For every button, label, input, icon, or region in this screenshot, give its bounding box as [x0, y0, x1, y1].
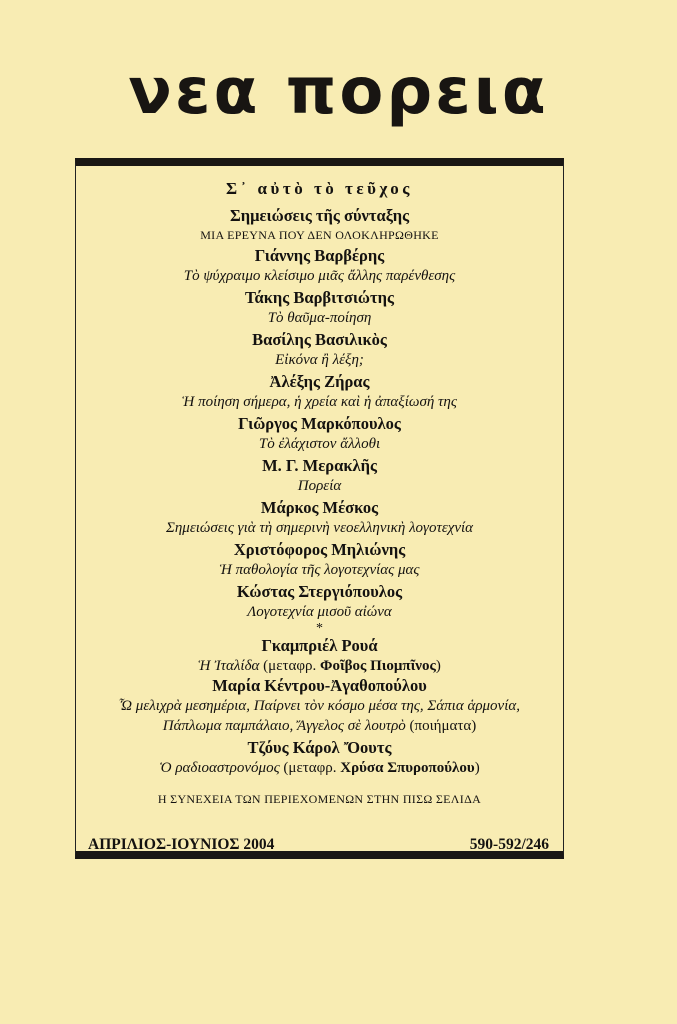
list-item: [76, 676, 563, 736]
entry-work: Λογοτεχνία μισοῦ αἰώνα: [247, 604, 392, 620]
list-item: [76, 372, 563, 412]
entry-work-continued: [76, 716, 563, 736]
entry-author: Γκαμπριέλ Ρουά: [261, 636, 378, 655]
entry-author: Χριστόφορος Μηλιώνης: [233, 540, 406, 559]
list-item: [76, 582, 563, 622]
entry-author: Γιάννης Βαρβέρης: [254, 246, 385, 265]
list-item: [76, 246, 563, 286]
contents-box: [75, 158, 564, 859]
entry-author: Τάκης Βαρβιτσιώτης: [245, 288, 394, 307]
entry-work: Ἡ ποίηση σήμερα, ἡ χρεία καὶ ἡ ἀπαξίωσή της: [182, 394, 457, 410]
entry-author: Σημειώσεις τῆς σύνταξης: [229, 206, 410, 225]
entry-subtitle: ΜΙΑ ΕΡΕΥΝΑ ΠΟΥ ΔΕΝ ΟΛΟΚΛΗΡΩΘΗΚΕ: [200, 228, 439, 242]
table-of-contents: [76, 178, 563, 778]
translation-note-prefix: (μεταφρ.: [263, 658, 317, 674]
list-item: [76, 636, 563, 676]
entry-author: Κώστας Στεργιόπουλος: [236, 582, 403, 601]
entry-author: Μ. Γ. Μερακλῆς: [262, 456, 377, 475]
entry-work: Πορεία: [297, 478, 342, 494]
entry-author: Τζόυς Κάρολ Ὄουτς: [247, 738, 392, 757]
translation-note-suffix: ): [435, 658, 441, 674]
issue-date: ΑΠΡΙΛΙΟΣ-ΙΟΥΝΙΟΣ 2004: [88, 836, 275, 853]
translator-name: Φοῖβος Πιομπῖνος: [320, 658, 436, 674]
entry-author: Μάρκος Μέσκος: [260, 498, 379, 517]
entry-work: Τὸ ψύχραιμο κλείσιμο μιᾶς ἄλλης παρένθεσης: [183, 268, 456, 284]
entry-work: [76, 758, 563, 778]
entry-author: Βασίλης Βασιλικὸς: [252, 330, 387, 349]
entry-author: Ἀλέξης Ζήρας: [269, 372, 370, 391]
list-item: [76, 738, 563, 778]
entry-work: Εἰκόνα ἢ λέξη;: [275, 352, 364, 368]
translation-note-suffix: ): [474, 760, 480, 776]
continuation-note: Η ΣΥΝΕΧΕΙΑ ΤΩΝ ΠΕΡΙΕΧΟΜΕΝΩΝ ΣΤΗΝ ΠΙΣΩ ΣΕΛΙΔΑ: [157, 792, 482, 806]
list-item: [76, 330, 563, 370]
editorial-entry: [76, 206, 563, 244]
issue-number: 590-592/246: [469, 836, 549, 853]
section-separator: *: [316, 621, 323, 636]
contents-heading: Σ᾽ αὐτὸ τὸ τεῦχος: [226, 179, 413, 198]
list-item: [76, 456, 563, 496]
work-note: (ποιήματα): [409, 718, 477, 734]
entry-work: [76, 656, 563, 676]
entry-author: Γιῶργος Μαρκόπουλος: [238, 414, 401, 433]
work-title: Ἡ Ἰταλίδα: [198, 658, 260, 674]
entry-work: Τὸ ἐλάχιστον ἄλλοθι: [258, 436, 381, 452]
list-item: [76, 414, 563, 454]
work-title: Ὁ ραδιοαστρονόμος: [159, 760, 280, 776]
entry-work: Σημειώσεις γιὰ τὴ σημερινὴ νεοελληνικὴ λογοτεχνία: [165, 520, 474, 536]
work-title: Πάπλωμα παμπάλαιο, Ἄγγελος σὲ λουτρὸ: [162, 718, 406, 734]
entry-work: Τὸ θαῦμα-ποίηση: [267, 310, 372, 326]
entry-work: Ἡ παθολογία τῆς λογοτεχνίας μας: [219, 562, 420, 578]
translator-name: Χρύσα Σπυροπούλου: [340, 760, 475, 776]
list-item: [76, 540, 563, 580]
entry-author: Μαρία Κέντρου-Ἀγαθοπούλου: [212, 676, 427, 695]
list-item: [76, 288, 563, 328]
list-item: [76, 498, 563, 538]
entry-work: Ὦ μελιχρὰ μεσημέρια, Παίρνει τὸν κόσμο μέσα της, Σάπια ἁρμονία,: [119, 698, 520, 714]
translation-note-prefix: (μεταφρ.: [283, 760, 337, 776]
magazine-title: νεα πορεια: [128, 55, 549, 129]
